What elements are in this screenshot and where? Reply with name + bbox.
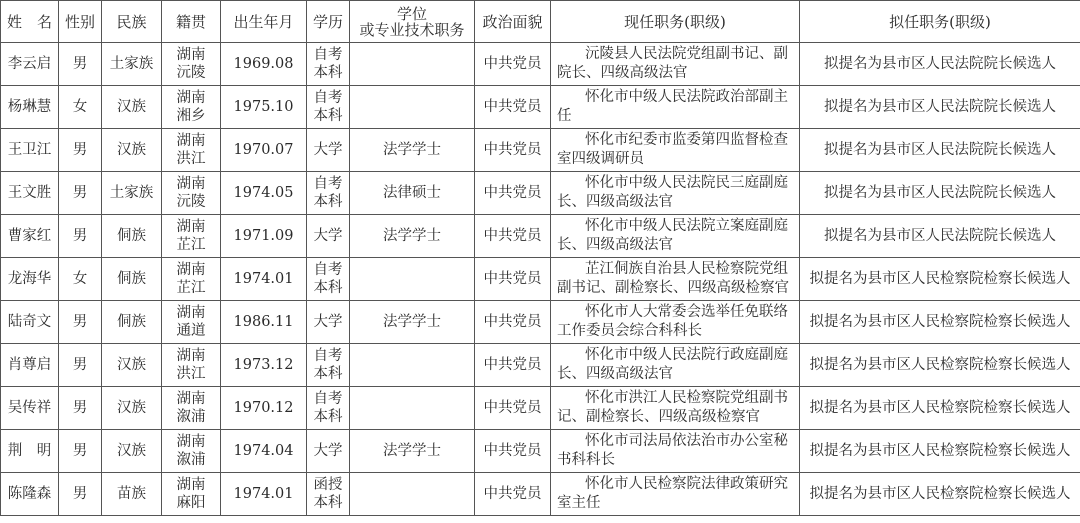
- cell-proposed-position: [800, 258, 1080, 301]
- education-line1: 自考: [313, 262, 343, 278]
- education-text: 大学: [313, 443, 343, 459]
- degree-text: 法学学士: [383, 442, 441, 459]
- party-text: 中共党员: [483, 141, 542, 158]
- cell-name: [1, 258, 59, 301]
- proposed-position-text: 拟提名为县市区人民检察院检察长候选人: [809, 313, 1071, 330]
- origin-county: 溆浦: [176, 409, 206, 425]
- name-text: 荆 明: [7, 442, 52, 459]
- cell-current-position: [551, 172, 800, 215]
- cell-ethnicity: [102, 473, 162, 516]
- cell-education: [307, 387, 350, 430]
- cell-current-position: [551, 215, 800, 258]
- current-position-text: 怀化市中级人民法院立案庭副庭长、四级高级法官: [557, 218, 788, 253]
- name-text: 肖尊启: [7, 356, 52, 373]
- cell-education: [307, 430, 350, 473]
- cell-ethnicity: [102, 301, 162, 344]
- party-text: 中共党员: [483, 442, 542, 459]
- cell-education: [307, 129, 350, 172]
- cell-education: [307, 301, 350, 344]
- table-row: [1, 258, 1080, 301]
- current-position-text: 怀化市司法局依法治市办公室秘书科科长: [557, 433, 788, 468]
- table-row: [1, 301, 1080, 344]
- cell-education: [307, 258, 350, 301]
- party-text: 中共党员: [483, 270, 542, 287]
- cell-party: [475, 387, 551, 430]
- origin-province: 湖南: [176, 219, 206, 235]
- origin-county: 通道: [176, 323, 206, 339]
- header-party: 政治面貌: [475, 1, 551, 43]
- cell-ethnicity: [102, 258, 162, 301]
- cell-origin: [162, 344, 221, 387]
- ethnicity-text: 土家族: [109, 184, 154, 201]
- cell-birth: [221, 258, 307, 301]
- cell-degree: [350, 172, 475, 215]
- header-degree-line2: 或专业技术职务: [359, 20, 465, 39]
- cell-gender: [59, 473, 102, 516]
- origin-province: 湖南: [176, 305, 206, 321]
- cell-current-position: [551, 430, 800, 473]
- party-text: 中共党员: [483, 98, 542, 115]
- education-line1: 自考: [313, 47, 343, 63]
- cell-origin: [162, 387, 221, 430]
- proposed-position-text: 拟提名为县市区人民检察院检察长候选人: [809, 485, 1071, 502]
- name-text: 王卫江: [7, 141, 52, 158]
- cell-education: [307, 215, 350, 258]
- name-text: 陆奇文: [7, 313, 52, 330]
- table-row: [1, 43, 1080, 86]
- origin-county: 湘乡: [176, 108, 206, 124]
- origin-province: 湖南: [176, 176, 206, 192]
- birth-text: 1975.10: [233, 98, 294, 115]
- name-text: 杨琳慧: [7, 98, 52, 115]
- degree-text: 法学学士: [383, 227, 441, 244]
- origin-province: 湖南: [176, 47, 206, 63]
- cell-degree: [350, 387, 475, 430]
- header-row: [1, 1, 1080, 43]
- header-degree-line1: 学位: [396, 4, 427, 23]
- cell-name: [1, 86, 59, 129]
- birth-text: 1974.05: [233, 184, 294, 201]
- table-row: [1, 473, 1080, 516]
- current-position-text: 怀化市中级人民法院民三庭副庭长、四级高级法官: [557, 175, 788, 210]
- name-text: 王文胜: [7, 184, 52, 201]
- cell-gender: [59, 258, 102, 301]
- current-position-text: 怀化市洪江人民检察院党组副书记、副检察长、四级高级检察官: [557, 390, 788, 425]
- gender-text: 男: [72, 141, 88, 158]
- ethnicity-text: 汉族: [117, 141, 146, 158]
- table-row: [1, 344, 1080, 387]
- cell-birth: [221, 129, 307, 172]
- header-birth: 出生年月: [221, 1, 307, 43]
- cell-current-position: [551, 258, 800, 301]
- cell-degree: [350, 129, 475, 172]
- cell-gender: [59, 215, 102, 258]
- cell-origin: [162, 301, 221, 344]
- cell-origin: [162, 172, 221, 215]
- ethnicity-text: 侗族: [117, 227, 146, 244]
- cell-party: [475, 86, 551, 129]
- table-row: [1, 86, 1080, 129]
- birth-text: 1970.12: [233, 399, 294, 416]
- cell-party: [475, 43, 551, 86]
- cell-current-position: [551, 473, 800, 516]
- cell-gender: [59, 129, 102, 172]
- cell-gender: [59, 344, 102, 387]
- gender-text: 男: [72, 313, 88, 330]
- education-line2: 本科: [313, 194, 343, 210]
- cell-degree: [350, 301, 475, 344]
- proposed-position-text: 拟提名为县市区人民法院院长候选人: [824, 184, 1056, 201]
- party-text: 中共党员: [483, 313, 542, 330]
- cell-degree: [350, 430, 475, 473]
- name-text: 陈隆森: [7, 485, 52, 502]
- cell-proposed-position: [800, 215, 1080, 258]
- origin-province: 湖南: [176, 348, 206, 364]
- party-text: 中共党员: [483, 184, 542, 201]
- ethnicity-text: 汉族: [117, 98, 146, 115]
- ethnicity-text: 侗族: [117, 270, 146, 287]
- cell-party: [475, 258, 551, 301]
- cell-ethnicity: [102, 172, 162, 215]
- cell-degree: [350, 86, 475, 129]
- proposed-position-text: 拟提名为县市区人民法院院长候选人: [824, 98, 1056, 115]
- cell-proposed-position: [800, 129, 1080, 172]
- proposed-position-text: 拟提名为县市区人民检察院检察长候选人: [809, 399, 1071, 416]
- education-line1: 自考: [313, 348, 343, 364]
- education-text: 大学: [313, 142, 343, 158]
- cell-party: [475, 344, 551, 387]
- gender-text: 男: [72, 356, 88, 373]
- cell-name: [1, 387, 59, 430]
- origin-province: 湖南: [176, 90, 206, 106]
- cell-name: [1, 215, 59, 258]
- origin-county: 溆浦: [176, 452, 206, 468]
- current-position-text: 怀化市中级人民法院政治部副主任: [557, 89, 788, 124]
- party-text: 中共党员: [483, 227, 542, 244]
- origin-province: 湖南: [176, 133, 206, 149]
- name-text: 曹家红: [7, 227, 52, 244]
- cell-birth: [221, 301, 307, 344]
- cell-current-position: [551, 129, 800, 172]
- cell-degree: [350, 473, 475, 516]
- cell-name: [1, 129, 59, 172]
- cell-birth: [221, 43, 307, 86]
- header-ethnicity: 民族: [102, 1, 162, 43]
- cell-origin: [162, 129, 221, 172]
- ethnicity-text: 汉族: [117, 399, 146, 416]
- degree-text: 法律硕士: [383, 184, 441, 201]
- cell-party: [475, 301, 551, 344]
- cell-ethnicity: [102, 387, 162, 430]
- cell-party: [475, 473, 551, 516]
- education-line2: 本科: [313, 280, 343, 296]
- cell-birth: [221, 172, 307, 215]
- education-line2: 本科: [313, 108, 343, 124]
- header-origin: 籍贯: [162, 1, 221, 43]
- cell-party: [475, 215, 551, 258]
- cell-degree: [350, 344, 475, 387]
- cell-name: [1, 43, 59, 86]
- education-line1: 函授: [313, 477, 343, 493]
- cell-proposed-position: [800, 301, 1080, 344]
- birth-text: 1971.09: [233, 227, 294, 244]
- table-row: [1, 129, 1080, 172]
- gender-text: 男: [72, 55, 88, 72]
- education-line1: 自考: [313, 90, 343, 106]
- birth-text: 1969.08: [233, 55, 294, 72]
- cell-gender: [59, 43, 102, 86]
- cell-current-position: [551, 86, 800, 129]
- cell-gender: [59, 387, 102, 430]
- cell-name: [1, 344, 59, 387]
- birth-text: 1970.07: [233, 141, 294, 158]
- origin-county: 沅陵: [176, 65, 206, 81]
- education-line2: 本科: [313, 409, 343, 425]
- cell-proposed-position: [800, 387, 1080, 430]
- cell-origin: [162, 473, 221, 516]
- degree-text: 法学学士: [383, 141, 441, 158]
- proposed-position-text: 拟提名为县市区人民检察院检察长候选人: [809, 356, 1071, 373]
- header-education: 学历: [307, 1, 350, 43]
- cell-party: [475, 172, 551, 215]
- current-position-text: 沅陵县人民法院党组副书记、副院长、四级高级法官: [557, 46, 788, 81]
- origin-county: 沅陵: [176, 194, 206, 210]
- table-row: [1, 215, 1080, 258]
- birth-text: 1974.01: [233, 485, 294, 502]
- party-text: 中共党员: [483, 356, 542, 373]
- origin-county: 麻阳: [176, 495, 206, 511]
- origin-county: 洪江: [176, 366, 206, 382]
- ethnicity-text: 汉族: [117, 356, 146, 373]
- gender-text: 男: [72, 485, 88, 502]
- current-position-text: 芷江侗族自治县人民检察院党组副书记、副检察长、四级高级检察官: [557, 261, 789, 296]
- header-gender: 性别: [59, 1, 102, 43]
- party-text: 中共党员: [483, 399, 542, 416]
- current-position-text: 怀化市人大常委会选举任免联络工作委员会综合科科长: [557, 304, 788, 339]
- cell-degree: [350, 258, 475, 301]
- origin-province: 湖南: [176, 477, 206, 493]
- table-row: [1, 172, 1080, 215]
- table-row: [1, 430, 1080, 473]
- cell-education: [307, 344, 350, 387]
- ethnicity-text: 苗族: [117, 485, 146, 502]
- cell-education: [307, 43, 350, 86]
- cell-party: [475, 430, 551, 473]
- cell-current-position: [551, 387, 800, 430]
- education-line2: 本科: [313, 366, 343, 382]
- proposed-position-text: 拟提名为县市区人民法院院长候选人: [824, 141, 1056, 158]
- name-text: 龙海华: [7, 270, 52, 287]
- cell-origin: [162, 430, 221, 473]
- cell-proposed-position: [800, 473, 1080, 516]
- gender-text: 男: [72, 227, 88, 244]
- cell-education: [307, 172, 350, 215]
- cell-birth: [221, 473, 307, 516]
- cell-current-position: [551, 344, 800, 387]
- cell-education: [307, 473, 350, 516]
- education-text: 大学: [313, 314, 343, 330]
- cell-name: [1, 301, 59, 344]
- origin-county: 芷江: [176, 237, 206, 253]
- cell-gender: [59, 172, 102, 215]
- cell-ethnicity: [102, 129, 162, 172]
- cell-proposed-position: [800, 430, 1080, 473]
- cell-gender: [59, 301, 102, 344]
- cell-proposed-position: [800, 86, 1080, 129]
- ethnicity-text: 汉族: [117, 442, 146, 459]
- header-current-position: 现任职务(职级): [551, 1, 800, 43]
- origin-province: 湖南: [176, 262, 206, 278]
- cell-ethnicity: [102, 430, 162, 473]
- ethnicity-text: 侗族: [117, 313, 146, 330]
- cell-origin: [162, 86, 221, 129]
- birth-text: 1973.12: [233, 356, 294, 373]
- cell-proposed-position: [800, 43, 1080, 86]
- cell-ethnicity: [102, 215, 162, 258]
- cell-degree: [350, 215, 475, 258]
- ethnicity-text: 土家族: [109, 55, 154, 72]
- proposed-position-text: 拟提名为县市区人民检察院检察长候选人: [809, 270, 1071, 287]
- cell-name: [1, 172, 59, 215]
- cell-current-position: [551, 43, 800, 86]
- cell-birth: [221, 387, 307, 430]
- gender-text: 男: [72, 442, 88, 459]
- cell-gender: [59, 86, 102, 129]
- cell-origin: [162, 43, 221, 86]
- header-name: 姓 名: [1, 1, 59, 43]
- cell-degree: [350, 43, 475, 86]
- name-text: 李云启: [7, 55, 52, 72]
- table-row: [1, 387, 1080, 430]
- cell-name: [1, 473, 59, 516]
- education-line1: 自考: [313, 391, 343, 407]
- party-text: 中共党员: [483, 55, 542, 72]
- proposed-position-text: 拟提名为县市区人民检察院检察长候选人: [809, 442, 1071, 459]
- education-line1: 自考: [313, 176, 343, 192]
- cell-birth: [221, 430, 307, 473]
- cell-current-position: [551, 301, 800, 344]
- gender-text: 男: [72, 184, 88, 201]
- cell-origin: [162, 258, 221, 301]
- birth-text: 1986.11: [233, 313, 294, 330]
- origin-province: 湖南: [176, 434, 206, 450]
- cell-birth: [221, 215, 307, 258]
- name-text: 吴传祥: [7, 399, 52, 416]
- cell-proposed-position: [800, 172, 1080, 215]
- cell-education: [307, 86, 350, 129]
- birth-text: 1974.04: [233, 442, 294, 459]
- cell-birth: [221, 344, 307, 387]
- proposed-position-text: 拟提名为县市区人民法院院长候选人: [824, 227, 1056, 244]
- cell-birth: [221, 86, 307, 129]
- origin-county: 芷江: [176, 280, 206, 296]
- header-proposed-position: 拟任职务(职级): [800, 1, 1080, 43]
- gender-text: 女: [72, 270, 88, 287]
- cell-name: [1, 430, 59, 473]
- proposed-position-text: 拟提名为县市区人民法院院长候选人: [824, 55, 1056, 72]
- cell-origin: [162, 215, 221, 258]
- gender-text: 女: [72, 98, 88, 115]
- education-line2: 本科: [313, 495, 343, 511]
- header-degree: [350, 1, 475, 43]
- current-position-text: 怀化市人民检察院法律政策研究室主任: [557, 476, 788, 511]
- birth-text: 1974.01: [233, 270, 294, 287]
- degree-text: 法学学士: [383, 313, 441, 330]
- cell-gender: [59, 430, 102, 473]
- cell-party: [475, 129, 551, 172]
- cell-ethnicity: [102, 344, 162, 387]
- current-position-text: 怀化市中级人民法院行政庭副庭长、四级高级法官: [557, 347, 788, 382]
- cell-proposed-position: [800, 344, 1080, 387]
- cell-ethnicity: [102, 86, 162, 129]
- party-text: 中共党员: [483, 485, 542, 502]
- cell-ethnicity: [102, 43, 162, 86]
- origin-province: 湖南: [176, 391, 206, 407]
- education-line2: 本科: [313, 65, 343, 81]
- origin-county: 洪江: [176, 151, 206, 167]
- current-position-text: 怀化市纪委市监委第四监督检查室四级调研员: [557, 132, 788, 167]
- education-text: 大学: [313, 228, 343, 244]
- gender-text: 男: [72, 399, 88, 416]
